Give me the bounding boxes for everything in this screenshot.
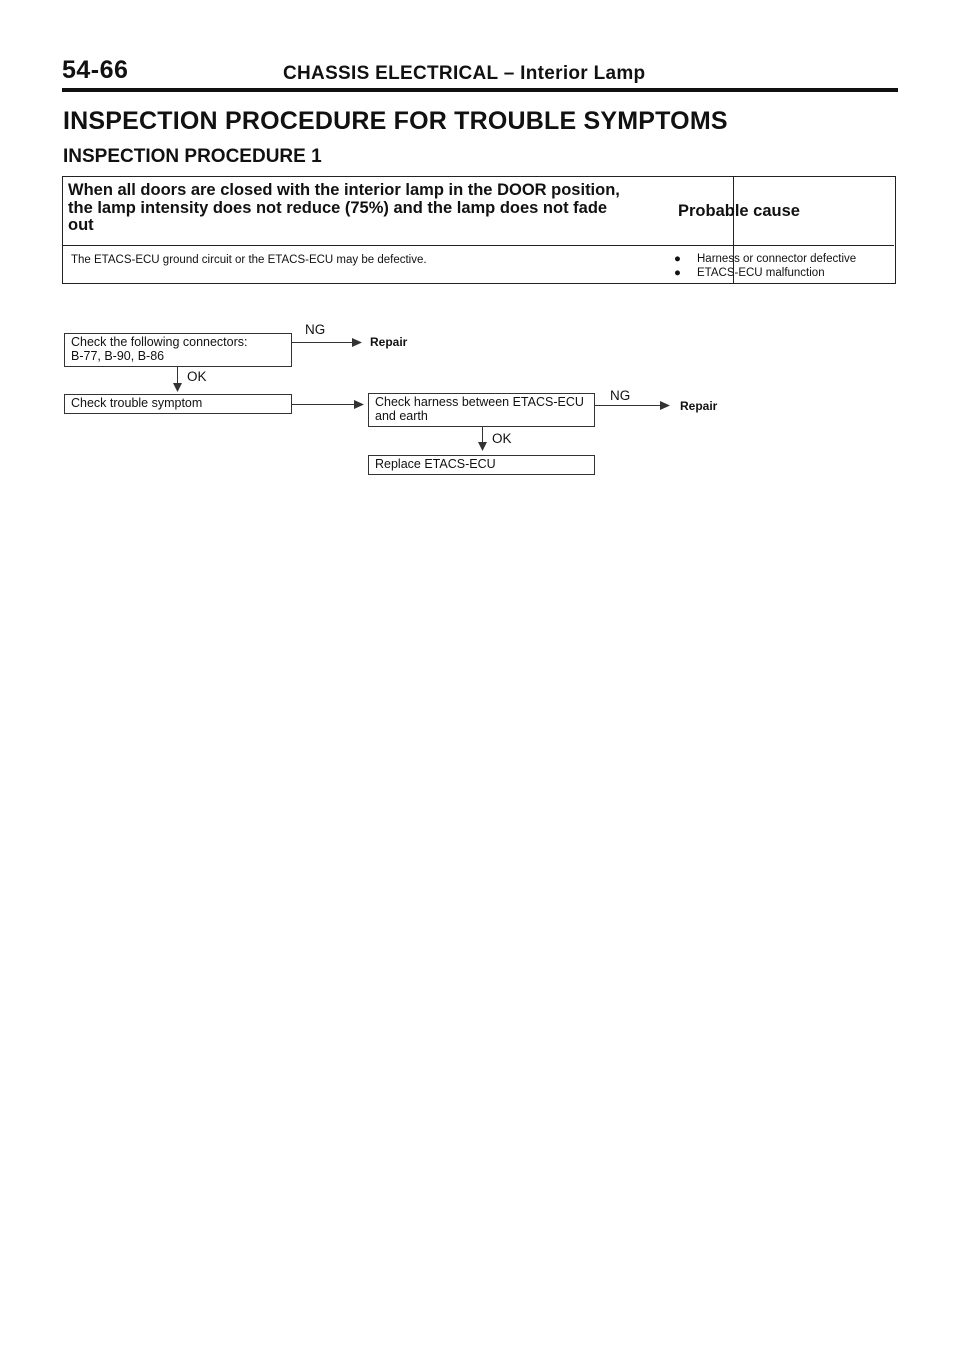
symptom-line: the lamp intensity does not reduce (75%) and the lamp does not fade (68, 198, 608, 217)
bullet-icon: ● (674, 253, 681, 265)
list-item-text: ETACS-ECU malfunction (697, 267, 825, 279)
ng-label: NG (610, 388, 631, 403)
ok-label: OK (187, 369, 207, 384)
repair-label: Repair (370, 335, 408, 349)
list-item (674, 266, 856, 280)
flow-step-replace-ecu (368, 455, 595, 475)
ng-label: NG (305, 322, 326, 337)
flow-step-text: Replace ETACS-ECU (375, 457, 496, 471)
flow-step-text: and earth (375, 408, 428, 423)
trouble-symptom (68, 182, 668, 235)
list-item-text: Harness or connector defective (697, 253, 857, 265)
bullet-icon: ● (674, 267, 681, 279)
probable-cause-header: Probable cause (678, 202, 800, 220)
symptom-line: When all doors are closed with the interior lamp in the DOOR position, (68, 181, 620, 199)
flow-step-text: Check trouble symptom (71, 396, 203, 410)
arrow-right-icon (352, 338, 362, 347)
symptom-line: out (68, 216, 94, 234)
ng-arrow-line (292, 342, 354, 343)
arrow-right-icon (354, 400, 364, 409)
page-number: 54-66 (62, 56, 129, 84)
arrow-down-icon (173, 383, 182, 392)
probable-cause-list (674, 252, 856, 280)
flow-step-text: Check the following connectors: (71, 335, 248, 349)
flow-step-check-connectors (64, 333, 292, 367)
list-item (674, 252, 856, 266)
procedure-title: INSPECTION PROCEDURE 1 (63, 146, 322, 167)
flow-step-check-harness (368, 393, 595, 427)
cause-description: The ETACS-ECU ground circuit or the ETACS-ECU may be defective. (71, 254, 427, 266)
table-row-divider (63, 245, 894, 246)
page-title: INSPECTION PROCEDURE FOR TROUBLE SYMPTOMS (63, 107, 728, 135)
ok-label: OK (492, 431, 512, 446)
flow-step-text: B-77, B-90, B-86 (71, 348, 165, 363)
flow-step-check-trouble-symptom (64, 394, 292, 414)
flow-step-text: Check harness between ETACS-ECU (375, 395, 584, 409)
arrow-right-icon (660, 401, 670, 410)
repair-label: Repair (680, 399, 718, 413)
arrow-down-icon (478, 442, 487, 451)
flow-arrow-line (292, 404, 356, 405)
section-title: CHASSIS ELECTRICAL – Interior Lamp (283, 63, 646, 84)
header-rule (62, 88, 898, 92)
ng-arrow-line (595, 405, 662, 406)
symptom-table (62, 176, 896, 284)
